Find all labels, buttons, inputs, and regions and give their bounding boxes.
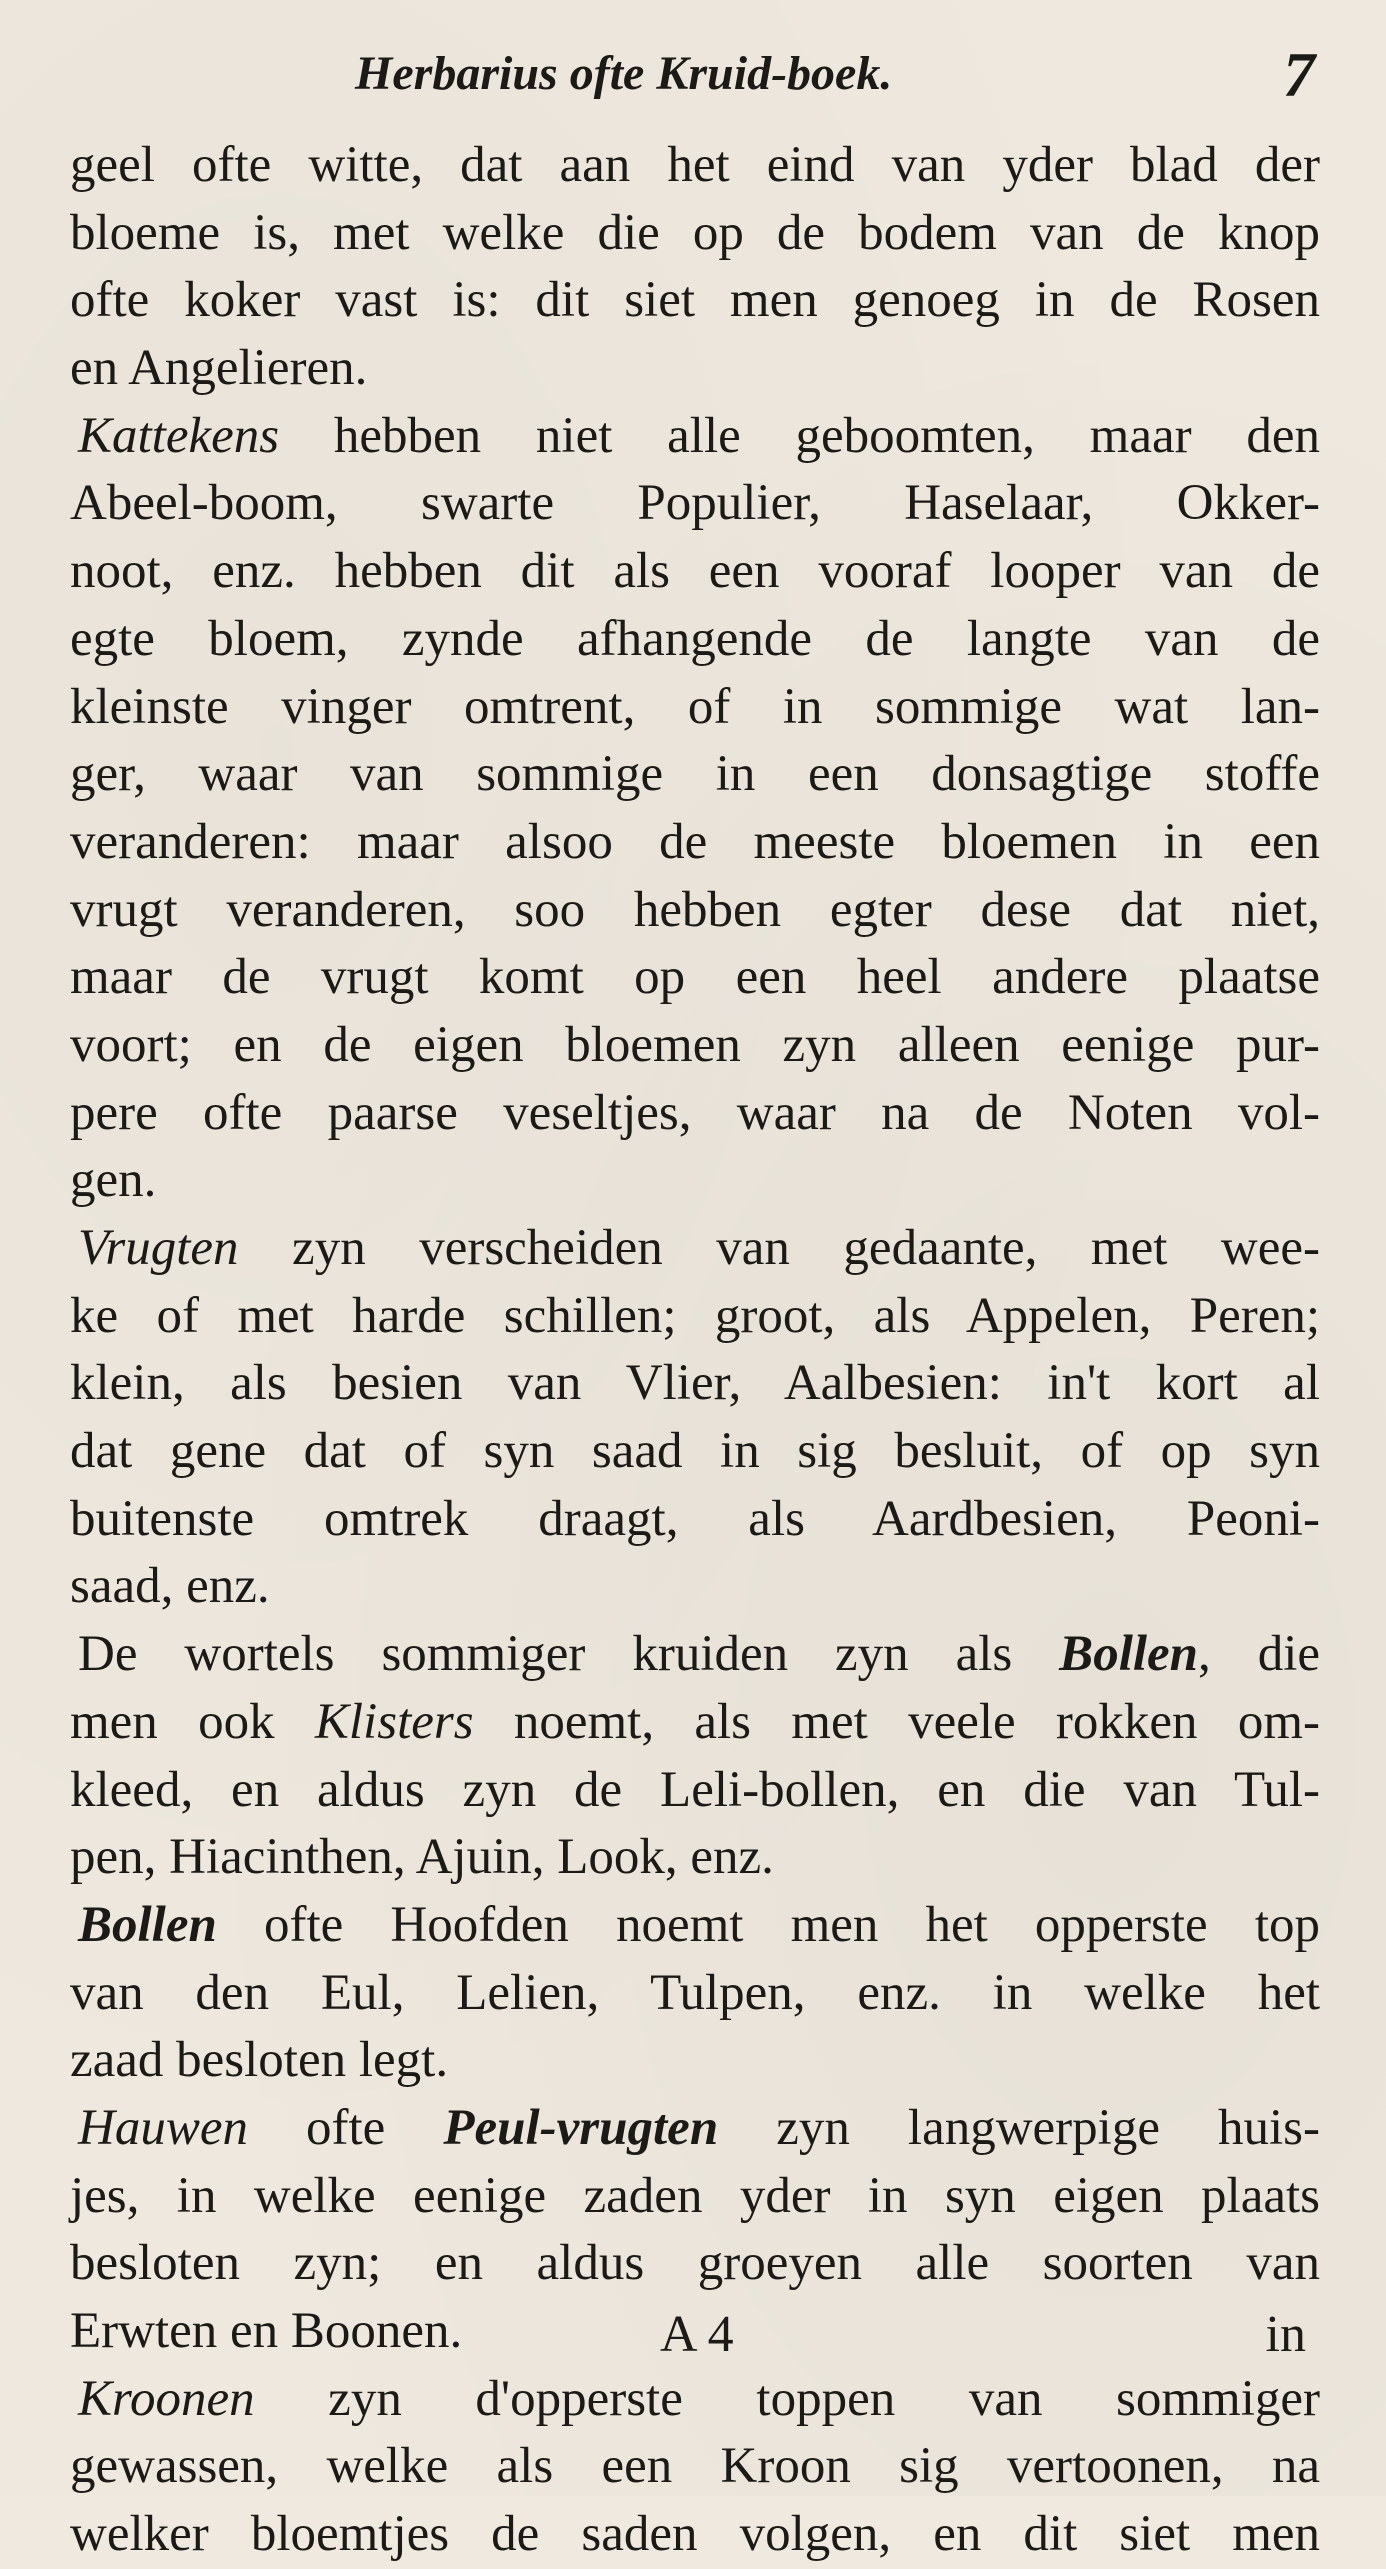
- text-line: kleinste vinger omtrent, of in sommige wat lan-: [70, 678, 1320, 735]
- line-text: zyn verscheiden van gedaante, met wee-: [238, 1220, 1320, 1276]
- line-text: men ook: [70, 1693, 315, 1750]
- running-head: [355, 38, 1315, 128]
- text-line: buitenste omtrek draagt, als Aardbesien, Peoni-: [70, 1490, 1320, 1547]
- text-line: zaad besloten legt.: [70, 2032, 449, 2089]
- text-line: welker bloemtjes de saden volgen, en dit siet men: [70, 2506, 1320, 2563]
- text-line: pen, Hiacinthen, Ajuin, Look, enz.: [70, 1829, 774, 1886]
- footer: [0, 2305, 1306, 2385]
- text-line: noot, enz. hebben dit als een vooraf looper van de: [70, 543, 1320, 600]
- line-text: ofte: [247, 2099, 444, 2156]
- glossary-term: Peul-vrugten: [443, 2099, 719, 2156]
- text-line: maar de vrugt komt op een heel andere plaatse: [70, 949, 1320, 1006]
- text-line: [70, 403, 1320, 471]
- page-number: 7: [1283, 39, 1315, 110]
- text-line: ofte koker vast is: dit siet men genoeg in de Rosen: [70, 272, 1320, 329]
- body-text: [70, 132, 1320, 2569]
- text-line: kleed, en aldus zyn de Leli-bollen, en die van Tul-: [70, 1761, 1320, 1818]
- line-text: ofte Hoofden noemt men het opperste top: [216, 1896, 1320, 1953]
- text-line: ke of met harde schillen; groot, als Appelen, Peren;: [70, 1287, 1320, 1344]
- glossary-term: Kattekens: [78, 407, 280, 464]
- glossary-term: Klisters: [314, 1693, 474, 1750]
- text-line: [70, 1621, 1320, 1689]
- text-line: klein, als besien van Vlier, Aalbesien: in't kort al: [70, 1355, 1320, 1412]
- text-line: jes, in welke eenige zaden yder in syn eigen plaats: [70, 2167, 1320, 2224]
- line-text: zyn d'opperste toppen van sommiger: [254, 2370, 1320, 2427]
- catchword: in: [1265, 2306, 1306, 2363]
- text-line: [70, 1689, 1320, 1757]
- text-line: Erwten en Boonen.: [70, 2303, 463, 2359]
- line-text: noemt, als met veele rokken om-: [473, 1693, 1320, 1750]
- text-line: [70, 1892, 1320, 1960]
- text-line: geel ofte witte, dat aan het eind van yder blad der: [70, 137, 1320, 193]
- text-line: besloten zyn; en aldus groeyen alle soorten van: [70, 2235, 1320, 2292]
- text-line: pere ofte paarse veseltjes, waar na de Noten vol-: [70, 1084, 1320, 1141]
- line-text: hebben niet alle geboomten, maar den: [279, 407, 1320, 464]
- text-line: gewassen, welke als een Kroon sig vertoonen, na: [70, 2438, 1320, 2495]
- signature-mark: A 4: [660, 2306, 734, 2363]
- line-text: , die: [1198, 1626, 1321, 1683]
- text-line: vrugt veranderen, soo hebben egter dese dat niet,: [70, 881, 1320, 938]
- glossary-term: Bollen: [78, 1896, 217, 1953]
- text-line: gen.: [70, 1152, 157, 1209]
- text-line: saad, enz.: [70, 1558, 270, 1615]
- line-text: De wortels sommiger kruiden zyn als: [78, 1626, 1060, 1683]
- text-line: en Angelieren.: [70, 340, 368, 397]
- running-title: Herbarius ofte Kruid-boek.: [355, 47, 893, 100]
- text-line: veranderen: maar alsoo de meeste bloemen in een: [70, 813, 1320, 870]
- text-line: ger, waar van sommige in een donsagtige stoffe: [70, 746, 1320, 803]
- glossary-term: Bollen: [1059, 1626, 1199, 1683]
- glossary-term: Vrugten: [78, 1220, 239, 1276]
- text-line: bloeme is, met welke die op de bodem van de knop: [70, 204, 1320, 261]
- text-line: [70, 2095, 1320, 2163]
- text-line: Abeel-boom, swarte Populier, Haselaar, Okker-: [70, 475, 1320, 532]
- text-line: [70, 1215, 1320, 1283]
- glossary-term: Kroonen: [78, 2370, 255, 2427]
- line-text: zyn langwerpige huis-: [718, 2099, 1320, 2156]
- text-line: egte bloem, zynde afhangende de langte van de: [70, 610, 1320, 667]
- text-line: voort; en de eigen bloemen zyn alleen eenige pur-: [70, 1016, 1320, 1073]
- text-line: dat gene dat of syn saad in sig besluit, of op syn: [70, 1423, 1320, 1480]
- glossary-term: Hauwen: [78, 2099, 248, 2156]
- text-line: van den Eul, Lelien, Tulpen, enz. in welke het: [70, 1964, 1320, 2021]
